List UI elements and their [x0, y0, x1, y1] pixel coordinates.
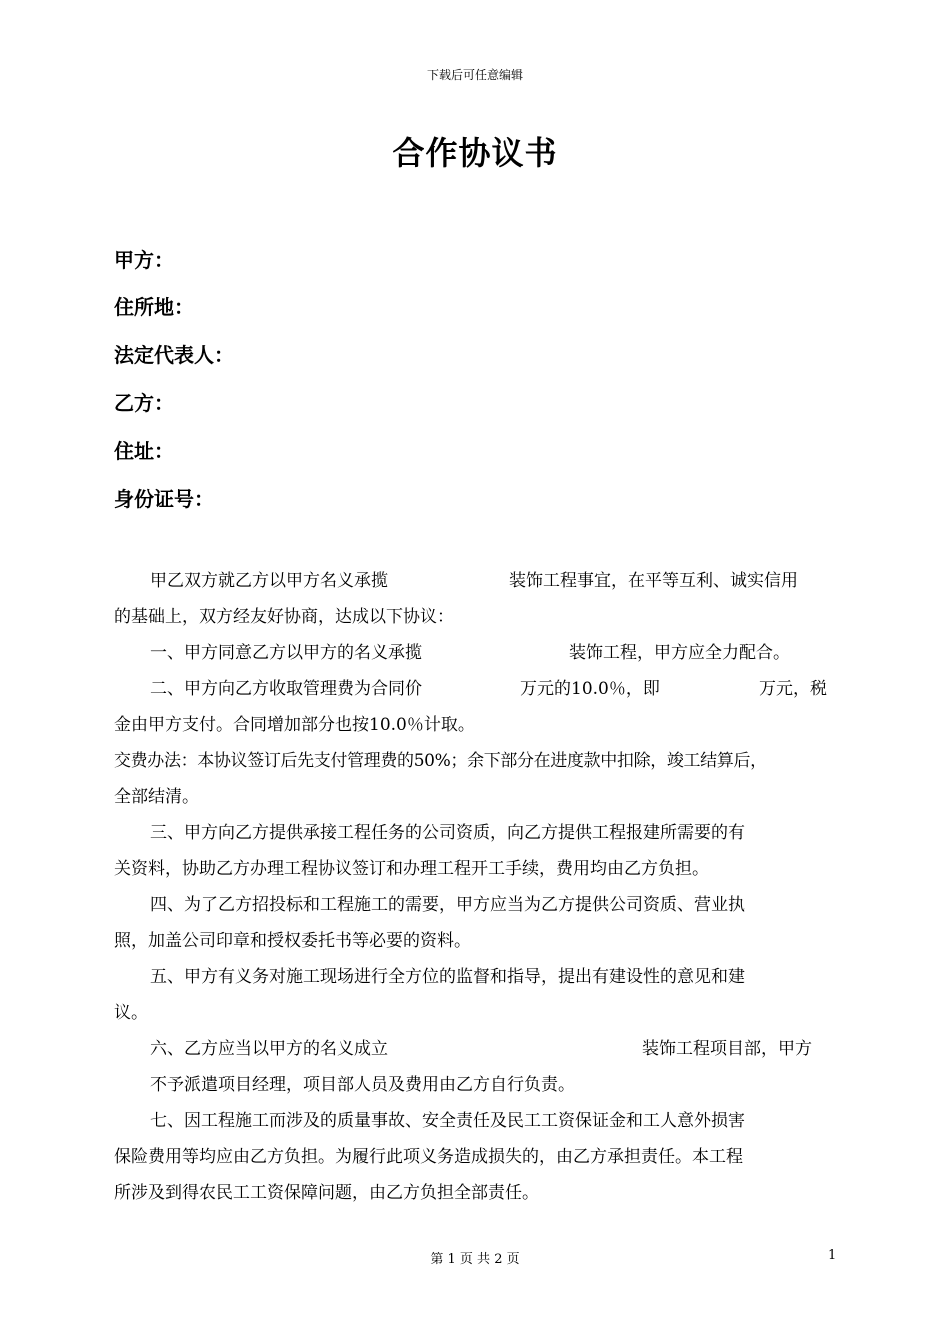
id-number-label: 身份证号：	[114, 487, 214, 511]
clause-7-line-2: 保险费用等均应由乙方负担。为履行此项义务造成损失的，由乙方承担责任。本工程	[114, 1147, 743, 1167]
clause-5-line-2: 议。	[114, 1003, 148, 1023]
clause-2-a: 二、甲方向乙方收取管理费为合同价	[150, 679, 422, 699]
clause-1-b: 装饰工程，甲方应全力配合。	[569, 643, 790, 663]
legal-representative-label: 法定代表人：	[114, 343, 234, 367]
paragraph-intro-line-2: 的基础上，双方经友好协商，达成以下协议：	[114, 607, 454, 627]
clause-4-line-2: 照，加盖公司印章和授权委托书等必要的资料。	[114, 931, 471, 951]
clause-3-line-2: 关资料，协助乙方办理工程协议签订和办理工程开工手续，费用均由乙方负担。	[114, 859, 709, 879]
document-title: 合作协议书	[392, 134, 558, 172]
clause-6-line-2: 不予派遣项目经理，项目部人员及费用由乙方自行负责。	[150, 1075, 575, 1095]
clause-3-line-1: 三、甲方向乙方提供承接工程任务的公司资质，向乙方提供工程报建所需要的有	[150, 823, 745, 843]
party-b-label: 乙方：	[114, 391, 174, 415]
party-a-address-label: 住所地：	[114, 295, 194, 319]
clause-6-b: 装饰工程项目部，甲方	[642, 1039, 812, 1059]
clause-4-line-1: 四、为了乙方招投标和工程施工的需要，甲方应当为乙方提供公司资质、营业执	[150, 895, 745, 915]
payment-method-line-1: 交费办法：本协议签订后先支付管理费的50%；余下部分在进度款中扣除，竣工结算后，	[114, 751, 767, 771]
clause-1-a: 一、甲方同意乙方以甲方的名义承揽	[150, 643, 422, 663]
payment-method-line-2: 全部结清。	[114, 787, 199, 807]
clause-6-a: 六、乙方应当以甲方的名义成立	[150, 1039, 388, 1059]
party-a-label: 甲方：	[114, 248, 174, 272]
clause-7-line-1: 七、因工程施工而涉及的质量事故、安全责任及民工工资保证金和工人意外损害	[150, 1111, 745, 1131]
clause-2-line-2: 金由甲方支付。合同增加部分也按10.0％计取。	[114, 715, 475, 735]
paragraph-intro-line-1a: 甲乙双方就乙方以甲方名义承揽	[150, 571, 388, 591]
header-note: 下载后可任意编辑	[426, 68, 523, 82]
clause-5-line-1: 五、甲方有义务对施工现场进行全方位的监督和指导，提出有建设性的意见和建	[150, 967, 745, 987]
clause-7-line-3: 所涉及到得农民工工资保障问题，由乙方负担全部责任。	[114, 1183, 539, 1203]
clause-2-b: 万元的10.0％，即	[520, 679, 660, 699]
footer-page-info: 第 1 页 共 2 页	[430, 1252, 520, 1267]
party-b-address-label: 住址：	[114, 439, 174, 463]
footer-page-number: 1	[828, 1248, 837, 1263]
clause-2-c: 万元，税	[759, 679, 827, 699]
paragraph-intro-line-1b: 装饰工程事宜，在平等互利、诚实信用	[509, 571, 798, 591]
